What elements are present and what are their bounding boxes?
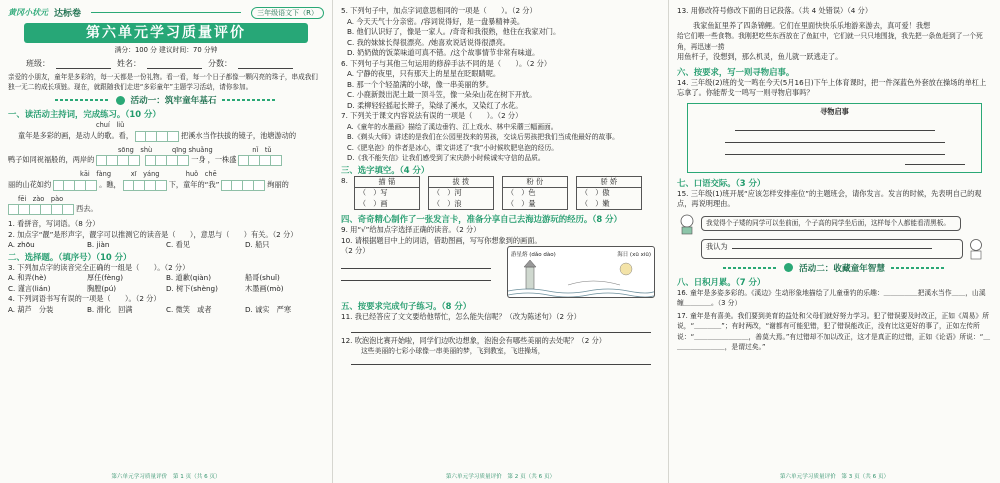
- page-2: [332, 0, 668, 483]
- q8-group-2-head: 拔 拨: [429, 177, 493, 189]
- question-16: 16. 童年是多姿多彩的。《溪边》生动形象地描绘了儿童垂钓的乐趣：＿＿＿＿＿把溪水当作＿＿，山溪缠＿＿＿＿。（3 分）: [677, 288, 986, 307]
- question-7: 7. 下列关于课文内容说法有误的一项是（ ）。（2 分）: [341, 111, 523, 120]
- q7-option-d[interactable]: D.《我不能失信》让我们感受到了宋庆龄小时候诚实守信的品质。: [347, 154, 545, 162]
- section2-heading: 二、选择题。（填序号）（10 分）: [8, 251, 132, 262]
- notice-title: 寻物启事: [820, 106, 849, 116]
- q12-answer-line[interactable]: [351, 357, 651, 365]
- q8-group-2: [428, 176, 494, 211]
- q8-group-3-head: 粉 份: [503, 177, 567, 189]
- q6-option-b[interactable]: B. 那一个个轻盈满的小球，像一串美丽的梦。: [347, 79, 494, 89]
- boy-avatar-icon: [677, 213, 697, 235]
- q2-option-a[interactable]: A. zhōu: [8, 240, 35, 249]
- speech-bubble-2-label: 我认为: [706, 241, 728, 251]
- score-field[interactable]: [238, 59, 293, 70]
- class-field[interactable]: [56, 59, 111, 70]
- q8-group-4-b[interactable]: （ ）嫩: [580, 198, 610, 208]
- q4-option-d[interactable]: D. 诚实 严寒: [245, 304, 292, 314]
- question-11: 11. 我已经答应了文文要给他帮忙，怎么能失信呢？（改为陈述句）（2 分）: [341, 312, 581, 321]
- question-13: 13. 用修改符号修改下面的日记段落。（共 4 处错误）（4 分）: [677, 6, 873, 15]
- passage-text4: 西去。: [76, 204, 98, 214]
- page1-footer: 第六单元学习质量评价 第 1 页（共 6 页）: [111, 474, 221, 480]
- question-14: 14. 三年级(2)班的戈一鸣在今天(5月16日)下午上体育课时，把一件深蓝色外套放在操场的单杠上忘拿了。你能帮戈一鸣写一则寻物启事吗？: [677, 77, 987, 97]
- q6-option-c[interactable]: C. 小鹿新鼓出泥土最一顶斗笠，像一朵朵山花在树下开放。: [347, 90, 537, 99]
- section8-heading: 八、日积月累。（7 分）: [677, 276, 766, 287]
- question-2: 2. 加点字“靓”是形声字，靓字可以推测它的读音是（ ），意思与（ ）有关。（2 分）: [8, 229, 298, 239]
- q8-group-2-b[interactable]: （ ）浪: [432, 198, 462, 208]
- pinyin-chui-liu: chuí liǔ: [96, 121, 125, 129]
- q3-option-a1[interactable]: A. 和弄(hè): [8, 273, 47, 282]
- diary-line-3: 用鱼杆子，没想到，那么机灵，鱼儿就一跃逃走了。: [677, 52, 843, 61]
- section3-heading: 三、选字填空。（4 分）: [341, 164, 430, 175]
- passage-text2a: 鸭子如同祝福般的，两岸的: [8, 155, 95, 165]
- passage-text2c: ，一株盛: [207, 155, 237, 165]
- activity2-banner: [677, 262, 992, 274]
- exam-meta: 满分：100 分 建议时间：70 分钟: [114, 46, 218, 54]
- q4-option-c[interactable]: C. 微笑 或者: [166, 304, 212, 314]
- pinyin-row3: [8, 169, 324, 180]
- score-label: 分数：: [208, 58, 232, 68]
- write-grid-5[interactable]: [53, 180, 97, 191]
- pinyin-row4-text: fēi zào pào: [18, 194, 64, 203]
- brand-sub: 达标卷: [54, 9, 82, 19]
- q8-group-4: [576, 176, 642, 211]
- q5-option-d[interactable]: D. 奶奶做的饭菜味道可真不错。/这个故事情节非常有味道。: [347, 48, 540, 57]
- question-5: 5. 下列句子中，加点字词意思相同的一项是（ ）。（2 分）: [341, 6, 537, 15]
- flag-icon: [116, 96, 125, 105]
- notice-line-1[interactable]: [735, 121, 935, 131]
- speech-answer-line[interactable]: [732, 248, 932, 249]
- pinyin-row2: [8, 145, 324, 156]
- q10-answer-area: [341, 246, 501, 298]
- activity1-banner: [8, 94, 324, 106]
- page-1: [0, 0, 332, 483]
- q11-answer-line[interactable]: [351, 323, 651, 333]
- name-label: 姓名：: [117, 58, 141, 68]
- seaside-illustration: [507, 246, 655, 298]
- student-info: [26, 59, 324, 70]
- notice-line-3[interactable]: [725, 145, 945, 155]
- pinyin-row4: [8, 194, 324, 205]
- page-title: 第六单元学习质量评价: [24, 23, 308, 43]
- write-grid-6[interactable]: [123, 180, 167, 191]
- question-17: 17. 童年是有喜美。我们要到美育的益处和父母们就好努力学习。犯了错误要及时改正，正如《周易》所说，“＿＿＿＿”；有时两改，“谢都有可能犯错，犯了错误能改正，没有比这更好的事了，正如左传所说：“＿＿＿＿＿＿＿＿，善莫大焉。”有过错却不加以改正，这才是真正的过错，正如《论语》所说：“＿＿＿＿＿＿＿＿，是谓过矣。”: [677, 311, 991, 351]
- q8-group-1-a[interactable]: （ ）写: [358, 188, 388, 197]
- q4-options: [8, 305, 324, 316]
- q8-group-3: [502, 176, 568, 211]
- passage-text2b: 一身: [191, 155, 206, 165]
- question-10: 10. 请根据题目中上的词语，借助图画，写写你想象到的画面。: [341, 235, 542, 245]
- pinyin-row1: [8, 120, 324, 131]
- notice-line-4[interactable]: [905, 157, 965, 165]
- q8-group-1: [354, 176, 420, 211]
- page1-header: [8, 6, 324, 19]
- write-grid-3[interactable]: [145, 155, 189, 166]
- pinyin-row3-text: kāi fàng xī yáng huǒ chē: [80, 170, 217, 178]
- q3-option-b1[interactable]: B. 道歉(qiàn): [166, 273, 212, 282]
- notice-line-2[interactable]: [725, 133, 945, 143]
- q10-answer-line-2[interactable]: [341, 269, 491, 281]
- question-9: 9. 用“√”给加点字选择正确的读音。（2 分）: [341, 225, 481, 234]
- q12-prompt-text: 这些美丽的七彩小球像一串美丽的梦，飞到教室，飞进操场，: [361, 347, 545, 355]
- q8-group-2-a[interactable]: （ ）河: [432, 188, 462, 197]
- passage-text3d: 绚丽的: [267, 179, 289, 189]
- q10-area: [341, 246, 660, 298]
- question-6: 6. 下列句子与其他三句运用的修辞手法不同的是（ ）。（2 分）: [341, 58, 552, 68]
- passage-text3a: 丽的山花如约: [8, 179, 52, 189]
- q2-option-c[interactable]: C. 看见: [166, 240, 190, 249]
- q5-option-b[interactable]: B. 他们认识好了，像是一家人。/奇奇和我很熟，他住在我家对门。: [347, 27, 561, 36]
- question-15: 15. 三年级(1)班开展“应该怎样安排座位”的主题班会，请你发言。发言的时候，先表明自己的观点，再说明理由。: [677, 188, 982, 208]
- q10-score: （2 分）: [341, 246, 370, 255]
- q8-group-3-a[interactable]: （ ）色: [506, 188, 536, 197]
- page2-footer: 第六单元学习质量评价 第 2 页（共 6 页）: [445, 474, 556, 480]
- passage-text1b: 把溪水当作扶拔的镜子，池塘游动的: [181, 130, 297, 140]
- q5-option-a[interactable]: A. 今天天气十分亲密。/容词说得好，是一盘暴精神美。: [347, 16, 525, 26]
- student-avatar-icon: [967, 238, 985, 260]
- speech-bubble-2[interactable]: [701, 239, 963, 259]
- q8-group-3-b[interactable]: （ ）量: [506, 198, 536, 208]
- q6-option-a[interactable]: A. 宁静的夜里，只有那天上的星星在眨眼睛呢。: [347, 69, 501, 78]
- q3-option-b2: 船哥(shuǐ): [245, 273, 280, 282]
- q3-options-row2: [8, 284, 324, 295]
- q3-option-c1[interactable]: C. 谨言(lián): [8, 283, 51, 293]
- lost-notice-box: [687, 103, 982, 173]
- section1-heading: 一、读活动主持词，完成练习。（10 分）: [8, 109, 161, 119]
- q10-answer-line-1[interactable]: [341, 257, 491, 269]
- q5-option-c[interactable]: C. 我的妹妹长得很漂亮。/她喜欢说话说得很漂亮。: [347, 37, 510, 47]
- header-rule: [91, 12, 241, 13]
- q7-option-a[interactable]: A.《童年的水墨画》描绘了溪边垂钓、江上戏水、林中采蘑三幅画面。: [347, 122, 558, 131]
- section7-heading: 七、口语交际。（3 分）: [677, 177, 766, 188]
- activity1-title: 活动一：筑牢童年基石: [130, 96, 217, 106]
- q8-table: [341, 176, 660, 211]
- question-12: 12. 吹泡泡比赛开始啦，同学们边吹边想象，泡泡会有哪些美丽的去处呢？（2 分）: [341, 335, 606, 345]
- passage-line3: [8, 180, 324, 191]
- q8-group-1-head: 描 锚: [355, 177, 419, 189]
- write-grid-2[interactable]: [96, 155, 140, 166]
- write-grid-1[interactable]: [135, 131, 179, 142]
- q3-options-row1: [8, 273, 324, 284]
- passage-text1: 童年是多彩的画，是动人的歌。看，: [18, 130, 134, 140]
- q4-option-a[interactable]: A. 葫芦 分装: [8, 304, 54, 314]
- dialog-row-2: [677, 238, 992, 260]
- pinyin-row2-text: sōng shù qīng shuǎng nǐ tǔ: [118, 145, 272, 154]
- q6-option-d[interactable]: D. 柔柳轻轻摇起长辫子，染绿了溪水，又染红了水花。: [347, 100, 523, 110]
- passage-line4: [8, 204, 324, 215]
- section6-heading: 六、按要求，写一则寻物启事。: [677, 66, 795, 77]
- name-field[interactable]: [147, 59, 202, 70]
- diary-line-1: 我家鱼缸里养了四条锦鲤。它们在里面快快乐乐地游来游去，真可爱！我想: [693, 20, 931, 30]
- q4-option-b[interactable]: B. 滑化 回满: [87, 304, 133, 314]
- img-label-2: 海日 (xū xiū): [617, 252, 651, 258]
- q8-groups: [354, 176, 642, 211]
- page3-footer: 第六单元学习质量评价 第 3 页（共 6 页）: [779, 474, 890, 480]
- flag-icon: [784, 263, 793, 272]
- page-3: [668, 0, 1000, 483]
- q8-label: 8.: [341, 175, 348, 185]
- question-3: 3. 下列加点字的读音完全正确的一组是（ ）。（2 分）: [8, 262, 190, 272]
- q2-option-d[interactable]: D. 船只: [245, 240, 270, 249]
- q3-option-d2: 木墨画(mò): [245, 283, 284, 293]
- activity2-title: 活动二：收藏童年智慧: [799, 263, 885, 274]
- dialog-row-1: [677, 213, 992, 235]
- passage-text3b: 。瞧，: [99, 179, 121, 189]
- passage-text3c: 下，童年的“我”: [168, 179, 220, 189]
- img-label-1: 游星熔 (dǎo dào): [511, 252, 556, 258]
- section4-heading: 四、奇奇精心制作了一张发言卡，准备分享自己去海边游玩的经历。（8 分）: [341, 214, 622, 224]
- write-grid-4[interactable]: [238, 155, 282, 166]
- q3-option-a2: 厚任(fèng): [87, 273, 124, 282]
- write-grid-8[interactable]: [8, 204, 74, 215]
- class-label: 班级：: [26, 58, 50, 68]
- brand-logo: 黄冈小状元: [8, 8, 48, 17]
- q3-option-d1[interactable]: D. 树下(shèng): [166, 283, 218, 293]
- question-4: 4. 下列词语书写有误的一项是（ ）。（2 分）: [8, 294, 161, 303]
- passage-line2: [8, 155, 324, 166]
- q2-options: [8, 240, 324, 251]
- section5-heading: 五、按要求完成句子练习。（8 分）: [341, 301, 472, 311]
- passage-line1: [8, 131, 324, 142]
- write-grid-7[interactable]: [221, 180, 265, 191]
- speech-bubble-1: 我觉得个子矮的同学可以坐前面，个子高的同学坐后面，这样每个人都能看清黑板。: [701, 216, 961, 231]
- q8-group-4-a[interactable]: （ ）傲: [580, 188, 610, 197]
- q7-option-c[interactable]: C.《肥皂泡》的作者是冰心，课文讲述了“我”小时候吹肥皂泡的经历。: [347, 143, 559, 152]
- q3-option-c2: 胸膛(pú): [87, 283, 117, 293]
- intro-text: 亲爱的小朋友，童年是多彩的，每一天都是一份礼物。看一看，每一个日子都像一颗闪亮的珠子，串成我们独一无二的成长项链。现在，就跟随我们走进“多彩童年”主题学习活动，请你参加。: [8, 73, 318, 91]
- question-1: 1. 看拼音，写词语。（8 分）: [8, 219, 100, 228]
- q7-option-b[interactable]: B.《剃头大师》讲述的是我们在公园里找来的男孩，交谈后男孩把我们当成他最好的故事。: [347, 133, 619, 141]
- grade-tag: 三年级语文下（R）: [251, 7, 324, 19]
- diary-line-2: 给它们喂一些食物。我刚把吃些东西放在了鱼缸中，它们就一只只地围拢，我先把一条鱼赶到了一个死角，再迅速一捞: [677, 32, 983, 51]
- q2-option-b[interactable]: B. jiàn: [87, 240, 110, 249]
- q8-group-4-head: 骄 娇: [577, 177, 641, 189]
- q8-group-1-b[interactable]: （ ）画: [358, 198, 388, 208]
